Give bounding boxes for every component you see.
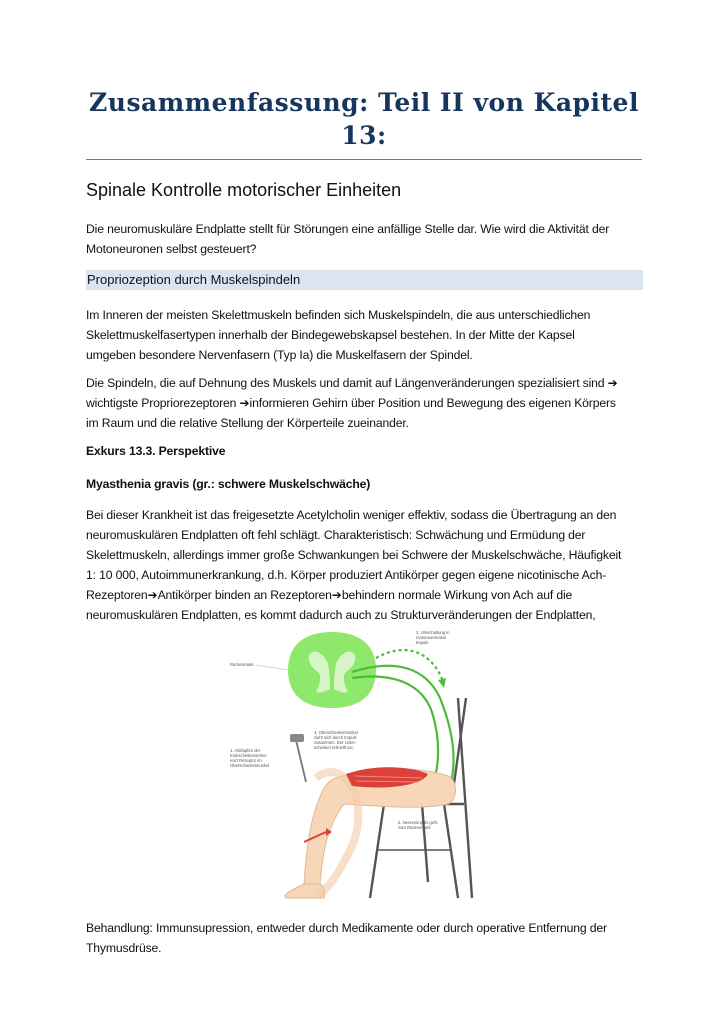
label-step-4-line-1: 4. Oberschenkelmuskel — [314, 730, 358, 735]
receptor-line-2: wichtigste Propriorezeptoren ➔informieren Gehirn über Position und Bewegung des eigenen Körpers — [86, 396, 616, 410]
label-step-1-line-3: reizt Rezeptor im — [230, 758, 262, 763]
title-underline — [86, 159, 642, 160]
treatment-line-1: Behandlung: Immunsupression, entweder durch Medikamente oder durch operative Entfernung der — [86, 921, 607, 935]
label-step-1-line-2: Kniescheibensehne — [230, 753, 267, 758]
page-title — [86, 86, 642, 152]
label-step-2-line-2: zum Rückenmark — [398, 825, 431, 830]
label-step-3-line-3: Impuls — [416, 640, 429, 645]
intro-line-1: Die neuromuskuläre Endplatte stellt für Störungen eine anfällige Stelle dar. Wie wird die Aktivität der — [86, 222, 610, 236]
label-step-3-line-2: motoneuronalen — [416, 635, 447, 640]
label-step-4-line-3: zusammen. Der Unter- — [314, 740, 357, 745]
subsection-heading: Propriozeption durch Muskelspindeln — [86, 270, 643, 290]
myasthenia-line-1: Bei dieser Krankheit ist das freigesetzte Acetylcholin weniger effektiv, sodass die Übertragung an den — [86, 508, 617, 522]
spindle-line-2: Skelettmuskelfasertypen innerhalb der Bindegewebskapsel bestehen. In der Mitte der Kapsel — [86, 328, 575, 342]
myasthenia-line-4: 1: 10 000, Autoimmunerkrankung, d.h. Körper produziert Antikörper gegen eigene nicotinische Ach- — [86, 568, 607, 582]
leg — [285, 769, 455, 898]
receptor-line-3: im Raum und die relative Stellung der Körperteile zueinander. — [86, 416, 409, 430]
myasthenia-line-3: Skelettmuskeln, allerdings immer große Schwankungen bei Schwere der Muskelschwäche, Häufigkeit — [86, 548, 622, 562]
label-rueckenmark: Rückenmark — [230, 662, 254, 667]
page-title-line-1: Zusammenfassung: Teil II von Kapitel — [89, 88, 639, 117]
intro-line-2: Motoneuronen selbst gesteuert? — [86, 242, 257, 256]
receptor-line-1: Die Spindeln, die auf Dehnung des Muskels und damit auf Längenveränderungen spezialisiert sind ➔ — [86, 376, 618, 390]
label-step-3-line-1: 3. Umschaltung in — [416, 630, 450, 635]
treatment-paragraph — [86, 918, 646, 958]
label-step-4-line-4: schenkel schnellt vor. — [314, 745, 354, 750]
spindle-line-3: umgeben besondere Nervenfasern (Typ Ia) die Muskelfasern der Spindel. — [86, 348, 473, 362]
knee-reflex-illustration — [226, 628, 510, 900]
myasthenia-line-5: Rezeptoren➔Antikörper binden an Rezeptoren➔behindern normale Wirkung von Ach auf die — [86, 588, 573, 602]
myasthenia-line-6: neuromuskulären Endplatten, es kommt dadurch auch zu Strukturveränderungen der Endplatten, — [86, 608, 596, 622]
label-step-2-line-1: 2. Nervenimpuls geht — [398, 820, 438, 825]
section-heading: Spinale Kontrolle motorischer Einheiten — [86, 180, 402, 200]
excursus-heading: Exkurs 13.3. Perspektive — [86, 444, 226, 458]
myasthenia-paragraph — [86, 505, 646, 625]
label-step-4-line-2: zieht sich durch Impuls — [314, 735, 357, 740]
reflex-hammer — [290, 734, 306, 782]
spindle-paragraph — [86, 305, 646, 365]
label-step-1-line-4: Oberschenkelmuskel — [230, 763, 270, 768]
spindle-line-1: Im Inneren der meisten Skelettmuskeln befinden sich Muskelspindeln, die aus unterschiedlichen — [86, 308, 591, 322]
excursus-title: Myasthenia gravis (gr.: schwere Muskelschwäche) — [86, 477, 371, 491]
page-title-line-2: 13: — [341, 121, 387, 150]
myasthenia-line-2: neuromuskulären Endplatten oft fehl schlägt. Charakteristisch: Schwächung und Ermüdung der — [86, 528, 586, 542]
intro-paragraph — [86, 219, 646, 259]
receptor-paragraph — [86, 373, 646, 433]
label-step-1-line-1: 1. Abklopfen der — [230, 748, 261, 753]
treatment-line-2: Thymusdrüse. — [86, 941, 162, 955]
